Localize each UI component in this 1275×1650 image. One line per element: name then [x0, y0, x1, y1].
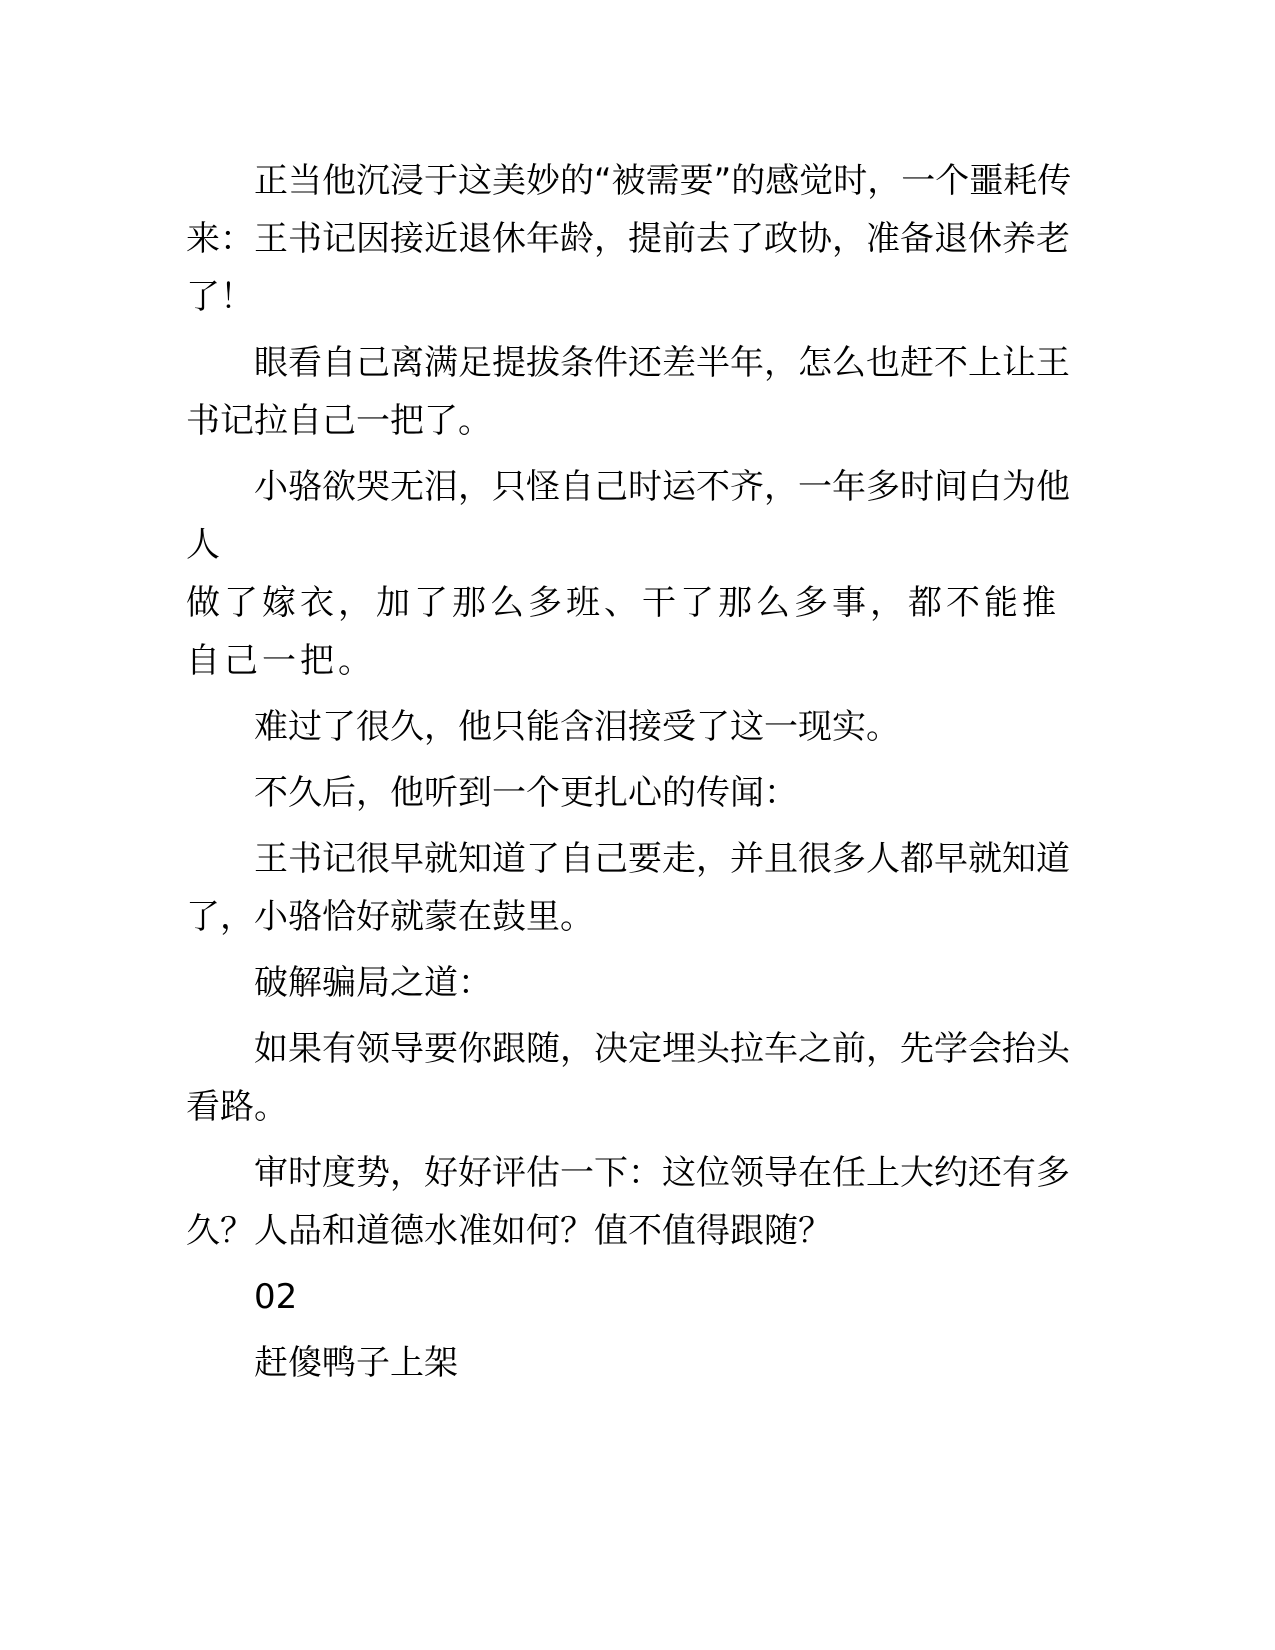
- paragraph-1: 正当他沉浸于这美妙的“被需要”的感觉时，一个噩耗传来：王书记因接近退休年龄，提前去了政协，准备退休养老了！: [186, 161, 1072, 317]
- section-heading: 赶傻鸭子上架: [254, 1343, 458, 1383]
- paragraph-4: 难过了很久，他只能含泪接受了这一现实。: [254, 707, 900, 747]
- paragraph-8: 如果有领导要你跟随，决定埋头拉车之前，先学会抬头看路。: [186, 1029, 1070, 1127]
- paragraph-5: 不久后，他听到一个更扎心的传闻：: [254, 773, 798, 813]
- paragraph-2: 眼看自己离满足提拔条件还差半年，怎么也赶不上让王书记拉自己一把了。: [186, 343, 1070, 441]
- paragraph-3: 小骆欲哭无泪，只怪自己时运不齐，一年多时间白为他人: [186, 467, 1070, 565]
- section-number: 02: [254, 1277, 298, 1317]
- paragraph-9: 审时度势，好好评估一下：这位领导在任上大约还有多久？人品和道德水准如何？值不值得跟随？: [186, 1153, 1070, 1251]
- paragraph-7: 破解骗局之道：: [254, 963, 492, 1003]
- paragraph-3-continued: 做了嫁衣，加了那么多班、干了那么多事，都不能推自己一把。: [186, 583, 1060, 681]
- document-body: [186, 152, 1086, 1400]
- paragraph-6: 王书记很早就知道了自己要走，并且很多人都早就知道了，小骆恰好就蒙在鼓里。: [186, 839, 1070, 937]
